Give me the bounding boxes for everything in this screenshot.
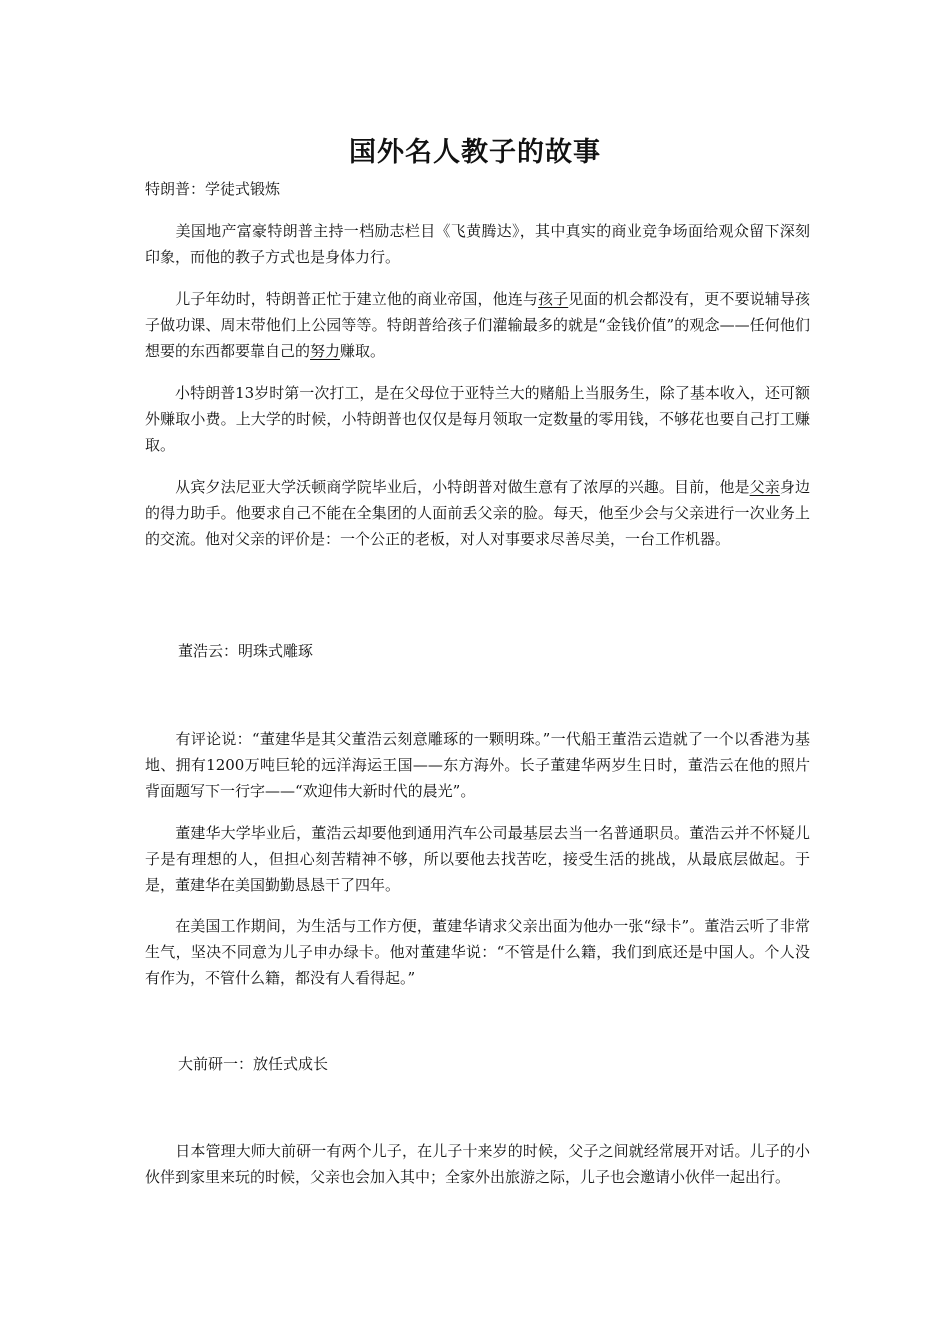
paragraph: 小特朗普13岁时第一次打工，是在父母位于亚特兰大的赌船上当服务生，除了基本收入，还可额外赚取小费。上大学的时候，小特朗普也仅仅是每月领取一定数量的零用钱，不够花也要自己打工赚取。 <box>145 384 810 454</box>
paragraph: 在美国工作期间，为生活与工作方便，董建华请求父亲出面为他办一张“绿卡”。董浩云听了非常生气，坚决不同意为儿子申办绿卡。他对董建华说：“不管是什么籍，我们到底还是中国人。个人没有作为，不管什么籍，都没有人看得起。” <box>145 917 810 987</box>
paragraph-text: 身边的得力助手。他要求自己不能在全集团的人面前丢父亲的脸。每天，他至少会与父亲进行一次业务上的交流。他对父亲的评价是：一个公正的老板，对人对事要求尽善尽美，一台工作机器。 <box>145 478 810 548</box>
link-father[interactable]: 父亲 <box>749 478 780 496</box>
paragraph-text: 见面的机会都没有，更不要说辅导孩子做功课、周末带他们上公园等等。特朗普给孩子们灌输最多的就是“金钱价值”的观念——任何他们想要的东西都要靠自己的 <box>145 290 810 360</box>
paragraph-text: 儿子年幼时，特朗普正忙于建立他的商业帝国，他连与 <box>145 290 538 308</box>
paragraph-text: 赚取。 <box>340 342 386 360</box>
paragraph: 日本管理大师大前研一有两个儿子，在儿子十来岁的时候，父子之间就经常展开对话。儿子的小伙伴到家里来玩的时候，父亲也会加入其中；全家外出旅游之际，儿子也会邀请小伙伴一起出行。 <box>145 1142 810 1186</box>
link-effort[interactable]: 努力 <box>310 342 341 360</box>
paragraph <box>145 286 810 364</box>
paragraph: 有评论说：“董建华是其父董浩云刻意雕琢的一颗明珠。”一代船王董浩云造就了一个以香港为基地、拥有1200万吨巨轮的远洋海运王国——东方海外。长子董建华两岁生日时，董浩云在他的照片背面题写下一行字——“欢迎伟大新时代的晨光”。 <box>145 730 810 800</box>
document-title: 国外名人教子的故事 <box>349 137 601 168</box>
paragraph <box>145 474 810 552</box>
section-heading-trump: 特朗普：学徒式锻炼 <box>145 180 281 198</box>
paragraph: 董建华大学毕业后，董浩云却要他到通用汽车公司最基层去当一名普通职员。董浩云并不怀疑儿子是有理想的人，但担心刻苦精神不够，所以要他去找苦吃，接受生活的挑战，从最底层做起。于是，董建华在美国勤勤恳恳干了四年。 <box>145 824 810 894</box>
section-heading-tung: 董浩云：明珠式雕琢 <box>178 642 314 660</box>
section-heading-ohmae: 大前研一：放任式成长 <box>178 1055 329 1073</box>
paragraph: 美国地产富豪特朗普主持一档励志栏目《飞黄腾达》，其中真实的商业竞争场面给观众留下深刻印象，而他的教子方式也是身体力行。 <box>145 222 810 266</box>
paragraph-text: 从宾夕法尼亚大学沃顿商学院毕业后，小特朗普对做生意有了浓厚的兴趣。目前，他是 <box>145 478 750 496</box>
link-children[interactable]: 孩子 <box>538 290 569 308</box>
